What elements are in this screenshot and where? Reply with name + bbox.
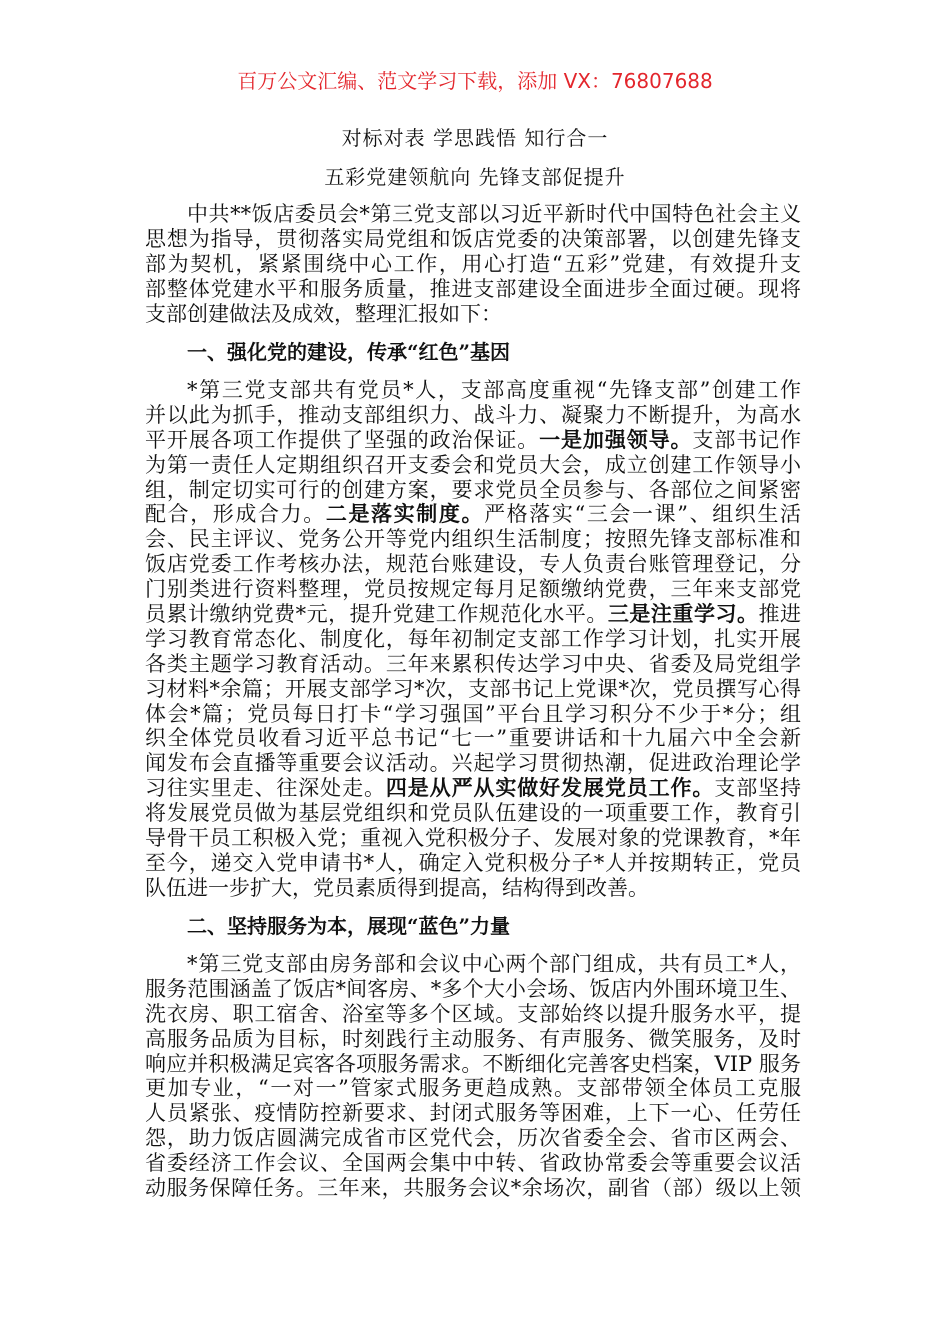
text-segment: 会、民主评议、党务公开等党内组织生活制度；按照先锋支部标准和 — [145, 527, 801, 552]
text-segment: 并以此为抓手，推动支部组织力、战斗力、凝聚力不断提升，为高水 — [145, 402, 801, 427]
text-line — [145, 1052, 801, 1077]
text-segment: 门别类进行资料整理，党员按规定每月足额缴纳党费，三年来支部党 — [145, 577, 801, 602]
text-segment: 饭店党委工作考核办法，规范台账建设，专人负责台账管理登记，分 — [145, 552, 801, 577]
document-title: 对标对表 学思践悟 知行合一 — [341, 126, 609, 150]
text-line — [145, 403, 801, 428]
intro-paragraph — [145, 202, 801, 326]
text-line — [145, 1101, 801, 1126]
text-segment: 部整体党建水平和服务质量，推进支部建设全面进步全面过硬。现将 — [145, 276, 801, 301]
text-line — [145, 776, 801, 801]
text-line — [145, 677, 801, 702]
text-line — [145, 227, 801, 252]
text-segment: 思想为指导，贯彻落实局党组和饭店党委的决策部署，以创建先锋支 — [145, 226, 801, 251]
text-line — [145, 428, 801, 453]
text-segment: 部为契机，紧紧围绕中心工作，用心打造“五彩”党建，有效提升支 — [145, 251, 801, 276]
text-line — [145, 1126, 801, 1151]
section-2-paragraph — [145, 952, 801, 1201]
section-heading-2: 二、坚持服务为本，展现“蓝色”力量 — [187, 914, 511, 938]
text-line — [145, 977, 801, 1002]
text-segment: 洗衣房、职工宿舍、浴室等多个区域。支部始终以提升服务水平，提 — [145, 1001, 801, 1026]
bold-phrase: 二是落实制度。 — [325, 501, 485, 527]
text-segment: 各类主题学习教育活动。三年来累积传达学习中央、省委及局党组学 — [145, 651, 801, 676]
text-line — [145, 751, 801, 776]
text-line — [145, 277, 801, 302]
text-segment: 严格落实“三会一课”、组织生活 — [484, 502, 802, 527]
bold-phrase: 四是从严从实做好发展党员工作。 — [385, 775, 715, 801]
text-line — [145, 602, 801, 627]
text-segment: 响应并积极满足宾客各项服务需求。不断细化完善客史档案，VIP 服务 — [145, 1051, 801, 1076]
text-segment: 习往实里走、往深处走。 — [145, 776, 386, 801]
text-line — [145, 552, 801, 577]
text-segment: 习材料*余篇；开展支部学习*次，支部书记上党课*次，党员撰写心得 — [145, 676, 801, 701]
text-segment: 中共**饭店委员会*第三党支部以习近平新时代中国特色社会主义 — [187, 202, 801, 226]
text-line — [145, 378, 801, 403]
text-segment: 体会*篇；党员每日打卡“学习强国”平台且学习积分不少于*分；组 — [145, 701, 801, 726]
text-segment: 高服务品质为目标，时刻践行主动服务、有声服务、微笑服务，及时 — [145, 1026, 801, 1051]
text-segment: 学习教育常态化、制度化，每年初制定支部工作学习计划，扎实开展 — [145, 626, 801, 651]
text-line — [145, 1076, 801, 1101]
text-segment: *第三党支部共有党员*人，支部高度重视“先锋支部”创建工作 — [187, 378, 801, 402]
text-line — [145, 627, 801, 652]
text-segment: 员累计缴纳党费*元，提升党建工作规范化水平。 — [145, 602, 608, 627]
text-line — [145, 478, 801, 503]
text-line — [145, 1002, 801, 1027]
text-line — [145, 1151, 801, 1176]
text-line — [145, 876, 801, 901]
text-line — [145, 1176, 801, 1201]
text-segment: 将发展党员做为基层党组织和党员队伍建设的一项重要工作，教育引 — [145, 801, 801, 826]
section-1-paragraph — [145, 378, 801, 901]
bold-phrase: 一是加强领导。 — [539, 426, 693, 452]
text-segment: 导骨干员工积极入党；重视入党积极分子、发展对象的党课教育，*年 — [145, 826, 801, 851]
text-segment: 至今，递交入党申请书*人，确定入党积极分子*人并按期转正，党员 — [145, 850, 801, 875]
text-segment: 人员紧张、疫情防控新要求、封闭式服务等困难，上下一心、任劳任 — [145, 1101, 801, 1126]
text-segment: 织全体党员收看习近平总书记“七一”重要讲话和十九届六中全会新 — [145, 726, 801, 751]
text-segment: 动服务保障任务。三年来，共服务会议*余场次，副省（部）级以上领 — [145, 1176, 801, 1201]
bold-phrase: 三是注重学习。 — [607, 601, 759, 627]
text-line — [145, 801, 801, 826]
watermark-banner: 百万公文汇编、范文学习下载，添加 VX：76807688 — [237, 69, 713, 93]
text-segment: 服务范围涵盖了饭店*间客房、*多个大小会场、饭店内外围环境卫生、 — [145, 976, 801, 1001]
text-line — [145, 952, 801, 977]
text-line — [145, 252, 801, 277]
text-line — [145, 453, 801, 478]
text-segment: 队伍进一步扩大，党员素质得到提高，结构得到改善。 — [145, 875, 649, 900]
text-segment: 推进 — [758, 602, 802, 627]
text-segment: 为第一责任人定期组织召开支委会和党员大会，成立创建工作领导小 — [145, 452, 801, 477]
text-segment: 配合，形成合力。 — [145, 502, 326, 527]
text-segment: 怨，助力饭店圆满完成省市区党代会，历次省委全会、省市区两会、 — [145, 1126, 801, 1151]
section-heading-1: 一、强化党的建设，传承“红色”基因 — [187, 340, 511, 364]
text-line — [145, 202, 801, 227]
text-segment: 闻发布会直播等重要会议活动。兴起学习贯彻热潮，促进政治理论学 — [145, 751, 801, 776]
text-line — [145, 302, 801, 327]
text-line — [145, 726, 801, 751]
text-line — [145, 652, 801, 677]
text-line — [145, 1027, 801, 1052]
text-segment: 平开展各项工作提供了坚强的政治保证。 — [145, 427, 540, 452]
text-line — [145, 577, 801, 602]
text-line — [145, 527, 801, 552]
text-segment: 省委经济工作会议、全国两会集中中转、省政协常委会等重要会议活 — [145, 1151, 801, 1176]
text-segment: 组，制定切实可行的创建方案，要求党员全员参与、各部位之间紧密 — [145, 477, 801, 502]
text-line — [145, 702, 801, 727]
text-line — [145, 851, 801, 876]
text-segment: 支部坚持 — [714, 776, 802, 801]
text-segment: 更加专业，“一对一”管家式服务更趋成熟。支部带领全体员工克服 — [145, 1076, 801, 1101]
text-segment: 支部创建做法及成效，整理汇报如下： — [145, 301, 502, 326]
text-line — [145, 826, 801, 851]
text-segment: *第三党支部由房务部和会议中心两个部门组成，共有员工*人， — [187, 952, 801, 976]
text-line — [145, 502, 801, 527]
text-segment: 支部书记作 — [692, 427, 802, 452]
document-subtitle: 五彩党建领航向 先锋支部促提升 — [324, 165, 626, 189]
